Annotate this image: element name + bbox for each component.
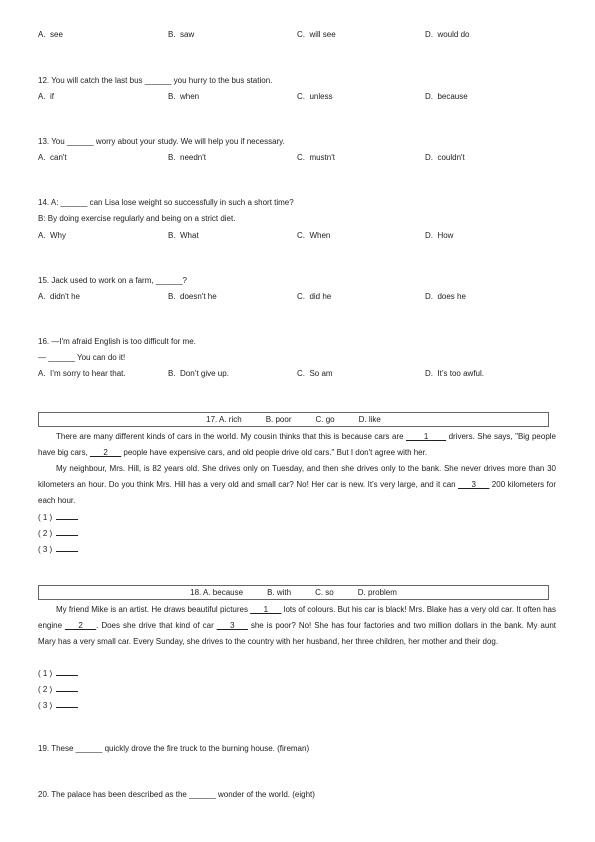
q17-blank-3: ___3___	[458, 480, 490, 489]
q16-stem: 16. —I'm afraid English is too difficult for me.	[38, 337, 196, 346]
q14-stem: 14. A: ______ can Lisa lose weight so successfully in such a short time?	[38, 198, 294, 207]
q17-paragraph-1	[38, 429, 556, 461]
q13-option-c[interactable]: C. mustn't	[297, 153, 335, 162]
q15-option-c[interactable]: C. did he	[297, 292, 332, 301]
q16-option-c[interactable]: C. So am	[297, 369, 333, 378]
q17-answer-3	[38, 544, 78, 554]
q11-option-b[interactable]: B. saw	[168, 30, 195, 39]
q17-p1-text-c: people have expensive cars, and old people drive old cars." But I don't agree with her.	[121, 448, 428, 457]
q17-answer-3-blank[interactable]	[56, 544, 78, 552]
q17-answer-2	[38, 528, 78, 538]
q18-text-d: she is poor? No! She has four factories and two million dollars in the bank. My aunt Mary has a very small car. Every Sunday, she drives to the country with her husband, her three children, her mother and their dog.	[38, 621, 556, 646]
q17-blank-1: ____1____	[406, 432, 447, 441]
q13-options	[38, 154, 558, 164]
q18-box-d: D. problem	[357, 587, 397, 597]
q18-blank-3: ___3___	[216, 621, 248, 630]
q18-answer-1	[38, 668, 78, 678]
q12-options	[38, 93, 558, 103]
q17-p2-text-a: My neighbour, Mrs. Hill, is 82 years old. She drives only on Tuesday, and then she drives only to the bank. She never drives more than 30 kilometers an hour. Do you think Mrs. Hill has a very old and small car? No! Her car is new. It's very large, and it can	[38, 464, 556, 489]
q16-option-d[interactable]: D. It’s too awful.	[425, 369, 484, 378]
q18-answer-2-label: ( 2 )	[38, 685, 53, 694]
q18-answer-3-label: ( 3 )	[38, 701, 53, 710]
q14-option-d[interactable]: D. How	[425, 231, 454, 240]
q17-box-c: C. go	[315, 414, 335, 424]
q16-stem-b: — ______ You can do it!	[38, 353, 126, 362]
q18-text-c: . Does she drive that kind of car	[96, 621, 217, 630]
q18-word-box	[38, 585, 549, 600]
q12-option-b[interactable]: B. when	[168, 92, 200, 101]
q15-option-d[interactable]: D. does he	[425, 292, 466, 301]
q18-blank-1: ___1___	[250, 605, 282, 614]
q18-box-b: B. with	[267, 587, 292, 597]
q18-answer-1-label: ( 1 )	[38, 669, 53, 678]
q12-option-d[interactable]: D. because	[425, 92, 468, 101]
q11-option-c[interactable]: C. will see	[297, 30, 336, 39]
q17-answer-2-label: ( 2 )	[38, 529, 53, 538]
q17-p1-text-a: There are many different kinds of cars in the world. My cousin thinks that this is because cars are	[56, 432, 407, 441]
q15-option-b[interactable]: B. doesn't he	[168, 292, 217, 301]
q18-answer-3-blank[interactable]	[56, 700, 78, 708]
q18-text-b: lots of colours. But his car is black! Mrs. Blake has a very old car. It often has engine	[38, 605, 556, 630]
q17-answer-3-label: ( 3 )	[38, 545, 53, 554]
q12-option-a[interactable]: A. if	[38, 92, 55, 101]
q15-options	[38, 293, 558, 303]
q17-answer-1-label: ( 1 )	[38, 513, 53, 522]
q18-box-c: C. so	[315, 587, 334, 597]
q14-stem-b: B: By doing exercise regularly and being on a strict diet.	[38, 214, 236, 223]
q17-box-a: 17. A. rich	[206, 414, 242, 424]
q20-stem: 20. The palace has been described as the ______ wonder of the world. (eight)	[38, 790, 315, 799]
q17-p2-text-b: 200 kilometers for each hour.	[38, 480, 556, 505]
q11-option-d[interactable]: D. would do	[425, 30, 470, 39]
q12-option-c[interactable]: C. unless	[297, 92, 333, 101]
q17-box-b: B. poor	[265, 414, 292, 424]
q18-answer-3	[38, 700, 78, 710]
q17-answer-2-blank[interactable]	[56, 528, 78, 536]
q16-option-a[interactable]: A. I’m sorry to hear that.	[38, 369, 126, 378]
q13-option-b[interactable]: B. needn't	[168, 153, 206, 162]
q17-answer-1-blank[interactable]	[56, 512, 78, 520]
q13-option-d[interactable]: D. couldn't	[425, 153, 465, 162]
q14-option-a[interactable]: A. Why	[38, 231, 67, 240]
q14-option-b[interactable]: B. What	[168, 231, 199, 240]
q16-options	[38, 370, 558, 380]
q18-answer-2	[38, 684, 78, 694]
q15-option-a[interactable]: A. didn't he	[38, 292, 80, 301]
q18-blank-2: ___2___	[64, 621, 97, 630]
q14-options	[38, 232, 558, 242]
q15-stem: 15. Jack used to work on a farm, ______?	[38, 276, 187, 285]
q11-options	[38, 31, 558, 41]
q13-stem: 13. You ______ worry about your study. We will help you if necessary.	[38, 137, 285, 146]
q18-box-a: 18. A. because	[190, 587, 244, 597]
q12-stem: 12. You will catch the last bus ______ you hurry to the bus station.	[38, 76, 273, 85]
q17-p1-text-b: drivers. She says, "Big people have big cars,	[38, 432, 557, 457]
q17-paragraph-2	[38, 461, 556, 509]
q18-paragraph	[38, 602, 556, 650]
q18-answer-2-blank[interactable]	[56, 684, 78, 692]
q18-text-a: My friend Mike is an artist. He draws beautiful pictures	[56, 605, 251, 614]
q17-word-box	[38, 412, 549, 427]
q19-stem: 19. These ______ quickly drove the fire truck to the burning house. (fireman)	[38, 744, 310, 753]
q17-blank-2: ___2___	[90, 448, 122, 457]
q16-option-b[interactable]: B. Don’t give up.	[168, 369, 229, 378]
q17-answer-1	[38, 512, 78, 522]
q14-option-c[interactable]: C. When	[297, 231, 331, 240]
q17-box-d: D. like	[358, 414, 381, 424]
q13-option-a[interactable]: A. can't	[38, 153, 67, 162]
q11-option-a[interactable]: A. see	[38, 30, 63, 39]
q18-answer-1-blank[interactable]	[56, 668, 78, 676]
